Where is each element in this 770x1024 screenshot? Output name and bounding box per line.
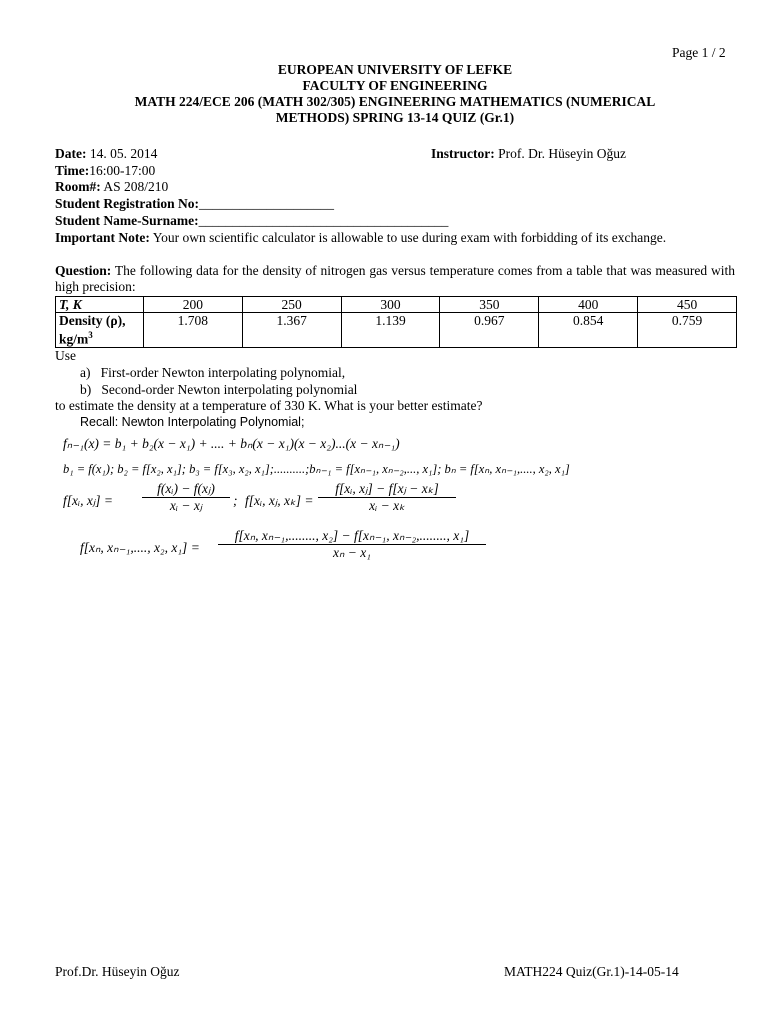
registration-blank[interactable]: ____________________ [199,196,334,211]
density-label: Density (ρ), [59,313,126,328]
faculty-name: FACULTY OF ENGINEERING [302,78,488,93]
fraction-denominator: xᵢ − xₖ [318,497,456,514]
density-cell: 0.967 [440,313,539,348]
density-header [56,313,144,348]
registration-label: Student Registration No: [55,196,199,211]
density-unit: $kg/m^3$ [59,330,93,347]
note-text: Your own scientific calculator is allowable to use during exam with forbidding of its exchange. [149,230,667,245]
recall-label: Recall: Newton Interpolating Polynomial; [80,415,305,429]
temp-cell: 200 [143,297,242,313]
density-cell: 0.759 [638,313,737,348]
time-line [55,163,155,179]
fraction-denominator: xₙ − x₁ [218,544,486,561]
question-label: Question: [55,263,112,278]
temp-cell: 250 [242,297,341,313]
second-divided-difference-fraction [318,481,456,514]
newton-polynomial-formula: fₙ₋₁(x) = b₁ + b₂(x − x₁) + .... + bₙ(x − x₁)(x − x₂)...(x − xₙ₋₁) [63,436,400,451]
temp-cell: 300 [341,297,440,313]
room-value: AS 208/210 [100,179,169,194]
question-body: The following data for the density of nitrogen gas versus temperature comes from a table that was measured with high precision: [55,263,735,294]
document-header [55,62,735,126]
footer-quiz-id: MATH224 Quiz(Gr.1)-14-05-14 [504,964,679,979]
fraction-numerator: f(xᵢ) − f(xⱼ) [157,481,215,496]
density-table [55,296,737,348]
separator: ; [233,493,238,508]
first-divided-difference-lhs: f[xᵢ, xⱼ] = [63,493,113,508]
temp-cell: 450 [638,297,737,313]
coefficients-formula: b₁ = f(x₁); b₂ = f[x₂, x₁]; b₃ = f[x₃, x₂, x₁];..........;bₙ₋₁ = f[xₙ₋₁, xₙ₋₂,..., x₁]; bₙ = f[xₙ, xₙ₋₁,...., x₂, x₁] [63,462,570,476]
table-row-density [56,313,737,348]
date-value: 14. 05. 2014 [86,146,158,161]
nth-divided-difference-fraction [218,528,486,561]
registration-line [55,196,334,212]
footer-author: Prof.Dr. Hüseyin Oğuz [55,964,180,979]
time-label: Time: [55,163,90,178]
table-row-temperature [56,297,737,313]
course-title-line1: MATH 224/ECE 206 (MATH 302/305) ENGINEERING MATHEMATICS (NUMERICAL [134,94,656,109]
time-value: 16:00-17:00 [89,163,156,178]
instructor-line [431,146,626,162]
note-label: Important Note: [55,230,150,245]
name-line [55,213,448,229]
question-text [55,263,735,295]
important-note [55,230,735,246]
task-b: b) Second-order Newton interpolating polynomial [80,382,358,397]
room-line [55,179,168,195]
course-title-line2: METHODS) SPRING 13-14 QUIZ (Gr.1) [275,110,515,125]
university-name: EUROPEAN UNIVERSITY OF LEFKE [277,62,513,77]
fraction-denominator: xᵢ − xⱼ [142,497,230,514]
room-label: Room#: [55,179,101,194]
fraction-numerator: f[xᵢ, xⱼ] − f[xⱼ − xₖ] [335,481,439,496]
temp-cell: 400 [539,297,638,313]
second-divided-difference-lhs: f[xᵢ, xⱼ, xₖ] = [245,493,314,508]
temp-cell: 350 [440,297,539,313]
density-cell: 1.139 [341,313,440,348]
use-label: Use [55,348,76,363]
nth-divided-difference-lhs: f[xₙ, xₙ₋₁,...., x₂, x₁] = [80,540,200,555]
instructor-label: Instructor: [431,146,495,161]
fraction-numerator: f[xₙ, xₙ₋₁,........, x₂] − f[xₙ₋₁, xₙ₋₂,........, x₁] [234,528,470,543]
date-line [55,146,157,162]
task-a: a) First-order Newton interpolating polynomial, [80,365,346,380]
density-cell: 1.708 [143,313,242,348]
instructor-value: Prof. Dr. Hüseyin Oğuz [494,146,626,161]
page-number: Page 1 / 2 [672,45,726,60]
density-cell: 0.854 [539,313,638,348]
name-label: Student Name-Surname: [55,213,199,228]
temperature-header: T, K [56,297,144,313]
first-divided-difference-fraction [142,481,230,514]
density-cell: 1.367 [242,313,341,348]
estimate-instruction: to estimate the density at a temperature of 330 K. What is your better estimate? [55,398,483,413]
date-label: Date: [55,146,87,161]
name-blank[interactable]: _____________________________________ [198,213,449,228]
